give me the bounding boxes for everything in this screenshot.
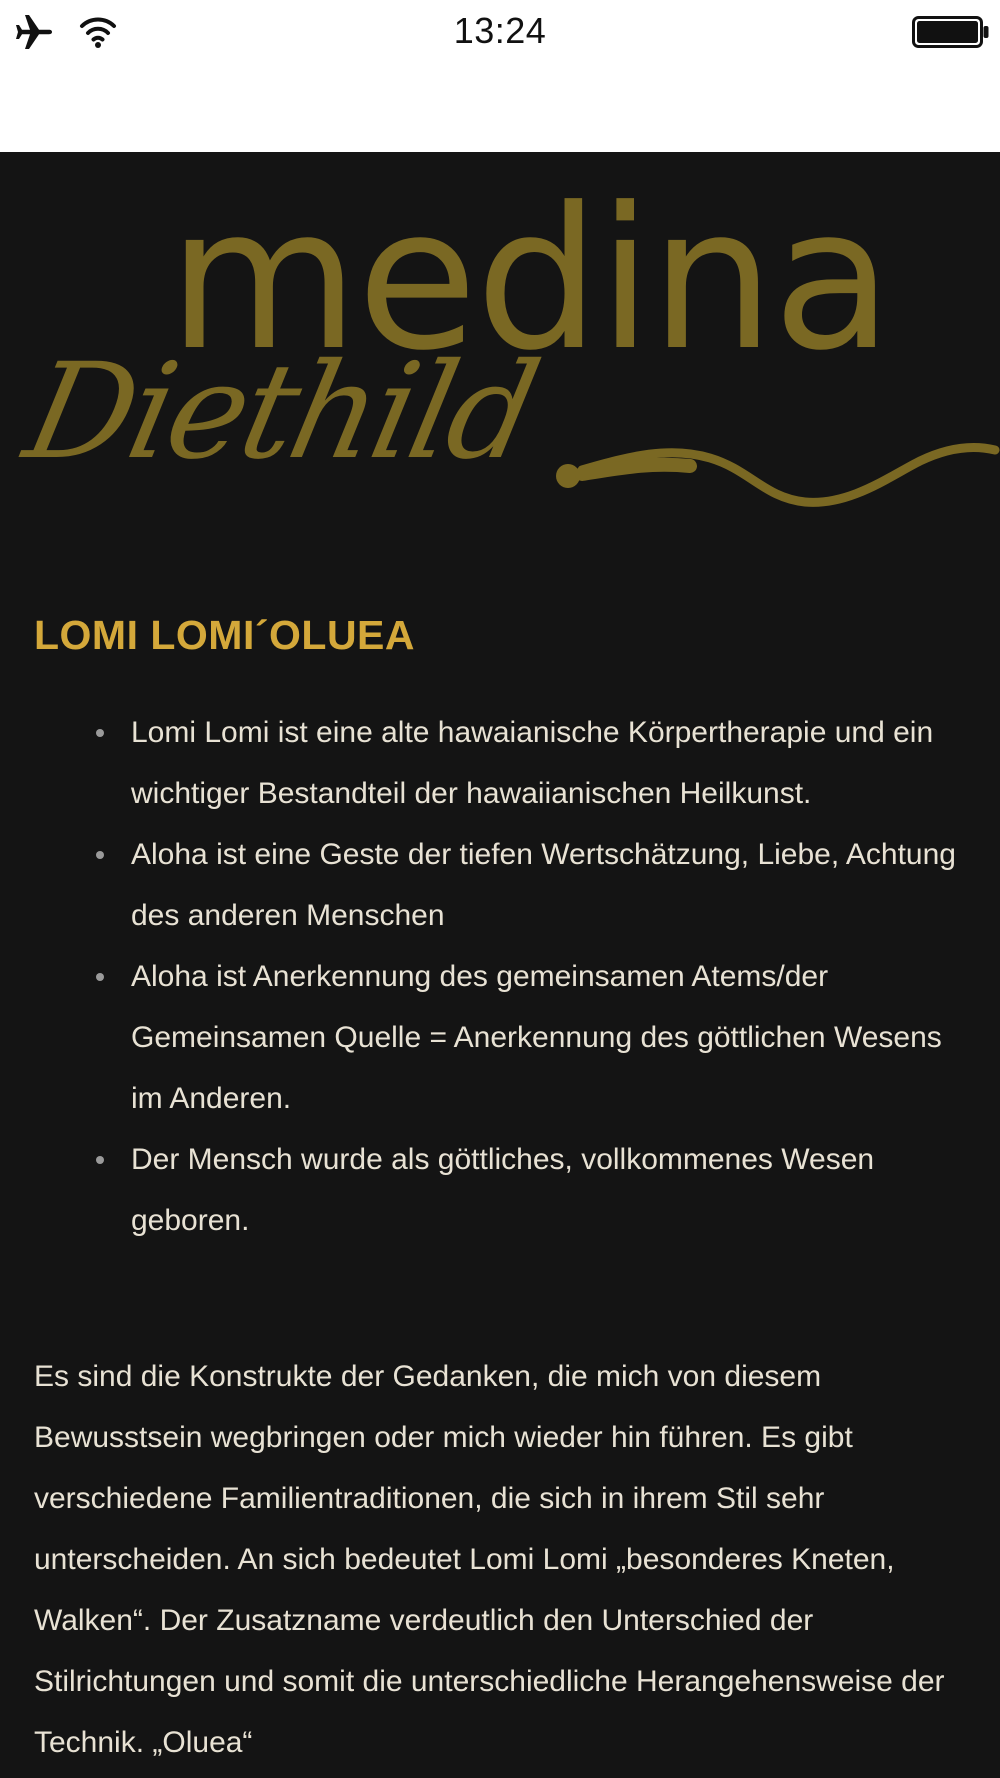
bullet-dot-icon: [96, 729, 104, 737]
bullet-dot-icon: [96, 973, 104, 981]
brand-logo[interactable]: [13, 166, 975, 526]
list-item-text: Aloha ist eine Geste der tiefen Wertschätzung, Liebe, Achtung des anderen Menschen: [131, 838, 956, 932]
list-item: [0, 702, 1000, 824]
logo-wordmark: medina: [168, 166, 891, 394]
logo-script-name: Diethild: [13, 335, 548, 489]
list-item: [0, 1129, 1000, 1251]
body-paragraph: Es sind die Konstrukte der Gedanken, die mich von diesem Bewusstsein wegbringen oder mich wieder hin führen. Es gibt verschiedene Familientraditionen, die sich in ihrem Stil sehr unterscheiden. An sich bedeutet Lomi Lomi „besonderes Kneten, Walken“. Der Zusatzname verdeutlich den Unterschied der Stilrichtungen und somit die unterschiedliche Herangehensweise der Technik. „Oluea“: [34, 1360, 945, 1759]
status-time: 13:24: [453, 10, 547, 51]
list-item-text: Der Mensch wurde als göttliches, vollkommenes Wesen geboren.: [131, 1143, 875, 1237]
list-item-text: Aloha ist Anerkennung des gemeinsamen Atems/der Gemeinsamen Quelle = Anerkennung des göttlichen Wesens im Anderen.: [131, 960, 942, 1115]
page-content: [0, 152, 1000, 1778]
bullet-dot-icon: [96, 1156, 104, 1164]
bullet-dot-icon: [96, 851, 104, 859]
list-item-text: Lomi Lomi ist eine alte hawaianische Körpertherapie und ein wichtiger Bestandteil der hawaiianischen Heilkunst.: [131, 716, 934, 810]
bullet-list: [0, 702, 1000, 1251]
battery-icon: [912, 16, 990, 48]
status-bar: [0, 0, 1000, 152]
list-item: [0, 946, 1000, 1129]
section-title: LOMI LOMI´OLUEA: [34, 612, 416, 658]
list-item: [0, 824, 1000, 946]
logo-swash-icon: [550, 416, 1000, 526]
